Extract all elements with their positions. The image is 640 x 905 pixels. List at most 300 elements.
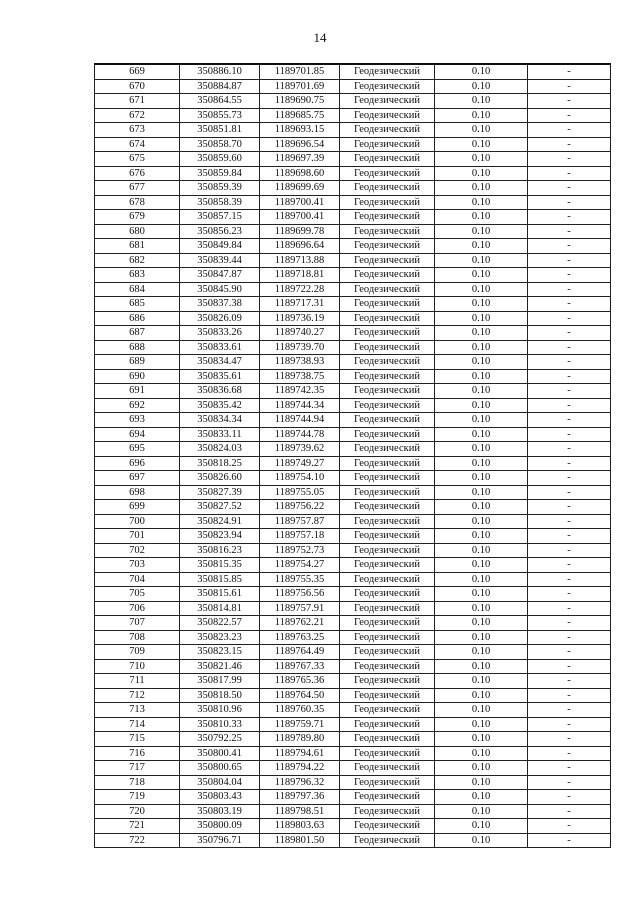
y-coordinate-cell: 1189798.51 <box>260 804 340 819</box>
method-cell: Геодезический <box>340 166 435 181</box>
note-cell: - <box>528 355 611 370</box>
y-coordinate-cell: 1189744.94 <box>260 413 340 428</box>
method-cell: Геодезический <box>340 123 435 138</box>
note-cell: - <box>528 413 611 428</box>
x-coordinate-cell: 350834.47 <box>180 355 260 370</box>
point-number-cell: 703 <box>95 558 180 573</box>
table-row <box>95 717 611 732</box>
point-number-cell: 681 <box>95 239 180 254</box>
method-cell: Геодезический <box>340 717 435 732</box>
x-coordinate-cell: 350833.26 <box>180 326 260 341</box>
point-number-cell: 678 <box>95 195 180 210</box>
table-row <box>95 456 611 471</box>
y-coordinate-cell: 1189738.75 <box>260 369 340 384</box>
table-row <box>95 253 611 268</box>
table-row <box>95 181 611 196</box>
accuracy-cell: 0.10 <box>435 601 528 616</box>
x-coordinate-cell: 350835.61 <box>180 369 260 384</box>
y-coordinate-cell: 1189736.19 <box>260 311 340 326</box>
x-coordinate-cell: 350816.23 <box>180 543 260 558</box>
point-number-cell: 676 <box>95 166 180 181</box>
note-cell: - <box>528 253 611 268</box>
x-coordinate-cell: 350884.87 <box>180 79 260 94</box>
method-cell: Геодезический <box>340 195 435 210</box>
note-cell: - <box>528 485 611 500</box>
table-row <box>95 326 611 341</box>
table-row <box>95 94 611 109</box>
y-coordinate-cell: 1189696.54 <box>260 137 340 152</box>
y-coordinate-cell: 1189752.73 <box>260 543 340 558</box>
table-row <box>95 137 611 152</box>
method-cell: Геодезический <box>340 181 435 196</box>
y-coordinate-cell: 1189749.27 <box>260 456 340 471</box>
note-cell: - <box>528 572 611 587</box>
point-number-cell: 683 <box>95 268 180 283</box>
x-coordinate-cell: 350803.19 <box>180 804 260 819</box>
note-cell: - <box>528 326 611 341</box>
y-coordinate-cell: 1189754.10 <box>260 471 340 486</box>
point-number-cell: 706 <box>95 601 180 616</box>
accuracy-cell: 0.10 <box>435 471 528 486</box>
note-cell: - <box>528 384 611 399</box>
point-number-cell: 714 <box>95 717 180 732</box>
note-cell: - <box>528 195 611 210</box>
method-cell: Геодезический <box>340 775 435 790</box>
accuracy-cell: 0.10 <box>435 123 528 138</box>
x-coordinate-cell: 350833.61 <box>180 340 260 355</box>
point-number-cell: 720 <box>95 804 180 819</box>
x-coordinate-cell: 350818.25 <box>180 456 260 471</box>
y-coordinate-cell: 1189763.25 <box>260 630 340 645</box>
note-cell: - <box>528 152 611 167</box>
point-number-cell: 688 <box>95 340 180 355</box>
y-coordinate-cell: 1189701.85 <box>260 64 340 79</box>
accuracy-cell: 0.10 <box>435 717 528 732</box>
accuracy-cell: 0.10 <box>435 398 528 413</box>
method-cell: Геодезический <box>340 485 435 500</box>
x-coordinate-cell: 350804.04 <box>180 775 260 790</box>
method-cell: Геодезический <box>340 456 435 471</box>
point-number-cell: 702 <box>95 543 180 558</box>
y-coordinate-cell: 1189699.69 <box>260 181 340 196</box>
table-row <box>95 413 611 428</box>
x-coordinate-cell: 350821.46 <box>180 659 260 674</box>
method-cell: Геодезический <box>340 210 435 225</box>
x-coordinate-cell: 350859.84 <box>180 166 260 181</box>
y-coordinate-cell: 1189756.22 <box>260 500 340 515</box>
method-cell: Геодезический <box>340 790 435 805</box>
table-row <box>95 616 611 631</box>
method-cell: Геодезический <box>340 500 435 515</box>
accuracy-cell: 0.10 <box>435 253 528 268</box>
method-cell: Геодезический <box>340 152 435 167</box>
point-number-cell: 716 <box>95 746 180 761</box>
method-cell: Геодезический <box>340 543 435 558</box>
note-cell: - <box>528 761 611 776</box>
method-cell: Геодезический <box>340 94 435 109</box>
y-coordinate-cell: 1189764.49 <box>260 645 340 660</box>
point-number-cell: 708 <box>95 630 180 645</box>
note-cell: - <box>528 64 611 79</box>
accuracy-cell: 0.10 <box>435 210 528 225</box>
point-number-cell: 710 <box>95 659 180 674</box>
y-coordinate-cell: 1189693.15 <box>260 123 340 138</box>
method-cell: Геодезический <box>340 64 435 79</box>
table-row <box>95 804 611 819</box>
method-cell: Геодезический <box>340 819 435 834</box>
table-row <box>95 427 611 442</box>
point-number-cell: 721 <box>95 819 180 834</box>
accuracy-cell: 0.10 <box>435 688 528 703</box>
point-number-cell: 686 <box>95 311 180 326</box>
note-cell: - <box>528 688 611 703</box>
y-coordinate-cell: 1189739.62 <box>260 442 340 457</box>
point-number-cell: 685 <box>95 297 180 312</box>
accuracy-cell: 0.10 <box>435 195 528 210</box>
x-coordinate-cell: 350833.11 <box>180 427 260 442</box>
y-coordinate-cell: 1189697.39 <box>260 152 340 167</box>
y-coordinate-cell: 1189713.88 <box>260 253 340 268</box>
accuracy-cell: 0.10 <box>435 311 528 326</box>
y-coordinate-cell: 1189700.41 <box>260 210 340 225</box>
point-number-cell: 699 <box>95 500 180 515</box>
note-cell: - <box>528 79 611 94</box>
y-coordinate-cell: 1189794.61 <box>260 746 340 761</box>
x-coordinate-cell: 350803.43 <box>180 790 260 805</box>
table-row <box>95 558 611 573</box>
method-cell: Геодезический <box>340 340 435 355</box>
accuracy-cell: 0.10 <box>435 543 528 558</box>
accuracy-cell: 0.10 <box>435 485 528 500</box>
x-coordinate-cell: 350800.09 <box>180 819 260 834</box>
accuracy-cell: 0.10 <box>435 645 528 660</box>
note-cell: - <box>528 456 611 471</box>
point-number-cell: 713 <box>95 703 180 718</box>
x-coordinate-cell: 350836.68 <box>180 384 260 399</box>
y-coordinate-cell: 1189717.31 <box>260 297 340 312</box>
table-row <box>95 543 611 558</box>
note-cell: - <box>528 703 611 718</box>
table-row <box>95 340 611 355</box>
method-cell: Геодезический <box>340 746 435 761</box>
table-row <box>95 572 611 587</box>
y-coordinate-cell: 1189685.75 <box>260 108 340 123</box>
accuracy-cell: 0.10 <box>435 529 528 544</box>
method-cell: Геодезический <box>340 674 435 689</box>
x-coordinate-cell: 350810.96 <box>180 703 260 718</box>
y-coordinate-cell: 1189698.60 <box>260 166 340 181</box>
table-row <box>95 485 611 500</box>
note-cell: - <box>528 181 611 196</box>
point-number-cell: 718 <box>95 775 180 790</box>
table-row <box>95 442 611 457</box>
note-cell: - <box>528 471 611 486</box>
x-coordinate-cell: 350800.41 <box>180 746 260 761</box>
point-number-cell: 700 <box>95 514 180 529</box>
point-number-cell: 704 <box>95 572 180 587</box>
page-number: 14 <box>313 30 327 45</box>
x-coordinate-cell: 350837.38 <box>180 297 260 312</box>
x-coordinate-cell: 350849.84 <box>180 239 260 254</box>
note-cell: - <box>528 239 611 254</box>
y-coordinate-cell: 1189765.36 <box>260 674 340 689</box>
note-cell: - <box>528 137 611 152</box>
table-row <box>95 514 611 529</box>
table-row <box>95 224 611 239</box>
point-number-cell: 696 <box>95 456 180 471</box>
accuracy-cell: 0.10 <box>435 297 528 312</box>
note-cell: - <box>528 819 611 834</box>
y-coordinate-cell: 1189760.35 <box>260 703 340 718</box>
y-coordinate-cell: 1189740.27 <box>260 326 340 341</box>
accuracy-cell: 0.10 <box>435 108 528 123</box>
note-cell: - <box>528 746 611 761</box>
x-coordinate-cell: 350823.94 <box>180 529 260 544</box>
note-cell: - <box>528 297 611 312</box>
point-number-cell: 689 <box>95 355 180 370</box>
accuracy-cell: 0.10 <box>435 804 528 819</box>
table-row <box>95 108 611 123</box>
accuracy-cell: 0.10 <box>435 558 528 573</box>
point-number-cell: 705 <box>95 587 180 602</box>
table-row <box>95 79 611 94</box>
table-row <box>95 471 611 486</box>
point-number-cell: 679 <box>95 210 180 225</box>
method-cell: Геодезический <box>340 630 435 645</box>
accuracy-cell: 0.10 <box>435 181 528 196</box>
x-coordinate-cell: 350827.52 <box>180 500 260 515</box>
table-row <box>95 239 611 254</box>
table-row <box>95 210 611 225</box>
accuracy-cell: 0.10 <box>435 137 528 152</box>
method-cell: Геодезический <box>340 514 435 529</box>
method-cell: Геодезический <box>340 442 435 457</box>
method-cell: Геодезический <box>340 688 435 703</box>
x-coordinate-cell: 350814.81 <box>180 601 260 616</box>
x-coordinate-cell: 350839.44 <box>180 253 260 268</box>
table-row <box>95 819 611 834</box>
x-coordinate-cell: 350855.73 <box>180 108 260 123</box>
y-coordinate-cell: 1189700.41 <box>260 195 340 210</box>
note-cell: - <box>528 282 611 297</box>
method-cell: Геодезический <box>340 79 435 94</box>
note-cell: - <box>528 717 611 732</box>
accuracy-cell: 0.10 <box>435 224 528 239</box>
note-cell: - <box>528 833 611 848</box>
note-cell: - <box>528 224 611 239</box>
point-number-cell: 701 <box>95 529 180 544</box>
x-coordinate-cell: 350864.55 <box>180 94 260 109</box>
x-coordinate-cell: 350796.71 <box>180 833 260 848</box>
method-cell: Геодезический <box>340 572 435 587</box>
x-coordinate-cell: 350859.39 <box>180 181 260 196</box>
x-coordinate-cell: 350818.50 <box>180 688 260 703</box>
method-cell: Геодезический <box>340 326 435 341</box>
table-row <box>95 790 611 805</box>
table-row <box>95 833 611 848</box>
table-row <box>95 195 611 210</box>
y-coordinate-cell: 1189755.35 <box>260 572 340 587</box>
x-coordinate-cell: 350800.65 <box>180 761 260 776</box>
table-row <box>95 64 611 79</box>
x-coordinate-cell: 350859.60 <box>180 152 260 167</box>
method-cell: Геодезический <box>340 804 435 819</box>
table-row <box>95 311 611 326</box>
method-cell: Геодезический <box>340 732 435 747</box>
table-row <box>95 601 611 616</box>
accuracy-cell: 0.10 <box>435 775 528 790</box>
point-number-cell: 684 <box>95 282 180 297</box>
y-coordinate-cell: 1189756.56 <box>260 587 340 602</box>
method-cell: Геодезический <box>340 558 435 573</box>
table-row <box>95 500 611 515</box>
x-coordinate-cell: 350834.34 <box>180 413 260 428</box>
y-coordinate-cell: 1189701.69 <box>260 79 340 94</box>
x-coordinate-cell: 350856.23 <box>180 224 260 239</box>
point-number-cell: 671 <box>95 94 180 109</box>
note-cell: - <box>528 587 611 602</box>
accuracy-cell: 0.10 <box>435 819 528 834</box>
table-row <box>95 703 611 718</box>
x-coordinate-cell: 350810.33 <box>180 717 260 732</box>
y-coordinate-cell: 1189764.50 <box>260 688 340 703</box>
accuracy-cell: 0.10 <box>435 64 528 79</box>
x-coordinate-cell: 350851.81 <box>180 123 260 138</box>
point-number-cell: 682 <box>95 253 180 268</box>
note-cell: - <box>528 311 611 326</box>
point-number-cell: 673 <box>95 123 180 138</box>
accuracy-cell: 0.10 <box>435 761 528 776</box>
note-cell: - <box>528 210 611 225</box>
note-cell: - <box>528 442 611 457</box>
point-number-cell: 717 <box>95 761 180 776</box>
accuracy-cell: 0.10 <box>435 616 528 631</box>
table-row <box>95 529 611 544</box>
table-row <box>95 732 611 747</box>
accuracy-cell: 0.10 <box>435 268 528 283</box>
method-cell: Геодезический <box>340 703 435 718</box>
method-cell: Геодезический <box>340 311 435 326</box>
method-cell: Геодезический <box>340 833 435 848</box>
table-row <box>95 384 611 399</box>
x-coordinate-cell: 350835.42 <box>180 398 260 413</box>
accuracy-cell: 0.10 <box>435 152 528 167</box>
point-number-cell: 691 <box>95 384 180 399</box>
method-cell: Геодезический <box>340 253 435 268</box>
method-cell: Геодезический <box>340 413 435 428</box>
method-cell: Геодезический <box>340 761 435 776</box>
y-coordinate-cell: 1189794.22 <box>260 761 340 776</box>
y-coordinate-cell: 1189742.35 <box>260 384 340 399</box>
x-coordinate-cell: 350817.99 <box>180 674 260 689</box>
y-coordinate-cell: 1189696.64 <box>260 239 340 254</box>
point-number-cell: 680 <box>95 224 180 239</box>
point-number-cell: 670 <box>95 79 180 94</box>
table-row <box>95 369 611 384</box>
method-cell: Геодезический <box>340 616 435 631</box>
y-coordinate-cell: 1189722.28 <box>260 282 340 297</box>
y-coordinate-cell: 1189767.33 <box>260 659 340 674</box>
table-row <box>95 152 611 167</box>
table-row <box>95 282 611 297</box>
y-coordinate-cell: 1189757.18 <box>260 529 340 544</box>
x-coordinate-cell: 350824.91 <box>180 514 260 529</box>
note-cell: - <box>528 514 611 529</box>
note-cell: - <box>528 601 611 616</box>
y-coordinate-cell: 1189757.91 <box>260 601 340 616</box>
method-cell: Геодезический <box>340 384 435 399</box>
method-cell: Геодезический <box>340 427 435 442</box>
x-coordinate-cell: 350823.15 <box>180 645 260 660</box>
y-coordinate-cell: 1189762.21 <box>260 616 340 631</box>
table-row <box>95 645 611 660</box>
x-coordinate-cell: 350815.61 <box>180 587 260 602</box>
point-number-cell: 722 <box>95 833 180 848</box>
accuracy-cell: 0.10 <box>435 369 528 384</box>
accuracy-cell: 0.10 <box>435 94 528 109</box>
y-coordinate-cell: 1189759.71 <box>260 717 340 732</box>
method-cell: Геодезический <box>340 529 435 544</box>
accuracy-cell: 0.10 <box>435 514 528 529</box>
y-coordinate-cell: 1189754.27 <box>260 558 340 573</box>
x-coordinate-cell: 350822.57 <box>180 616 260 631</box>
accuracy-cell: 0.10 <box>435 833 528 848</box>
note-cell: - <box>528 268 611 283</box>
accuracy-cell: 0.10 <box>435 79 528 94</box>
method-cell: Геодезический <box>340 137 435 152</box>
method-cell: Геодезический <box>340 645 435 660</box>
point-number-cell: 709 <box>95 645 180 660</box>
note-cell: - <box>528 659 611 674</box>
point-number-cell: 715 <box>95 732 180 747</box>
accuracy-cell: 0.10 <box>435 790 528 805</box>
accuracy-cell: 0.10 <box>435 340 528 355</box>
accuracy-cell: 0.10 <box>435 384 528 399</box>
x-coordinate-cell: 350847.87 <box>180 268 260 283</box>
point-number-cell: 692 <box>95 398 180 413</box>
coordinates-table <box>94 63 611 848</box>
y-coordinate-cell: 1189801.50 <box>260 833 340 848</box>
point-number-cell: 698 <box>95 485 180 500</box>
accuracy-cell: 0.10 <box>435 413 528 428</box>
point-number-cell: 669 <box>95 64 180 79</box>
note-cell: - <box>528 645 611 660</box>
point-number-cell: 687 <box>95 326 180 341</box>
table-row <box>95 659 611 674</box>
point-number-cell: 695 <box>95 442 180 457</box>
accuracy-cell: 0.10 <box>435 630 528 645</box>
point-number-cell: 697 <box>95 471 180 486</box>
method-cell: Геодезический <box>340 471 435 486</box>
note-cell: - <box>528 166 611 181</box>
point-number-cell: 672 <box>95 108 180 123</box>
y-coordinate-cell: 1189718.81 <box>260 268 340 283</box>
x-coordinate-cell: 350826.09 <box>180 311 260 326</box>
method-cell: Геодезический <box>340 398 435 413</box>
point-number-cell: 690 <box>95 369 180 384</box>
point-number-cell: 693 <box>95 413 180 428</box>
note-cell: - <box>528 427 611 442</box>
x-coordinate-cell: 350845.90 <box>180 282 260 297</box>
y-coordinate-cell: 1189699.78 <box>260 224 340 239</box>
table-row <box>95 355 611 370</box>
point-number-cell: 712 <box>95 688 180 703</box>
note-cell: - <box>528 775 611 790</box>
table-row <box>95 123 611 138</box>
coordinates-table-body <box>95 64 611 848</box>
note-cell: - <box>528 558 611 573</box>
note-cell: - <box>528 790 611 805</box>
